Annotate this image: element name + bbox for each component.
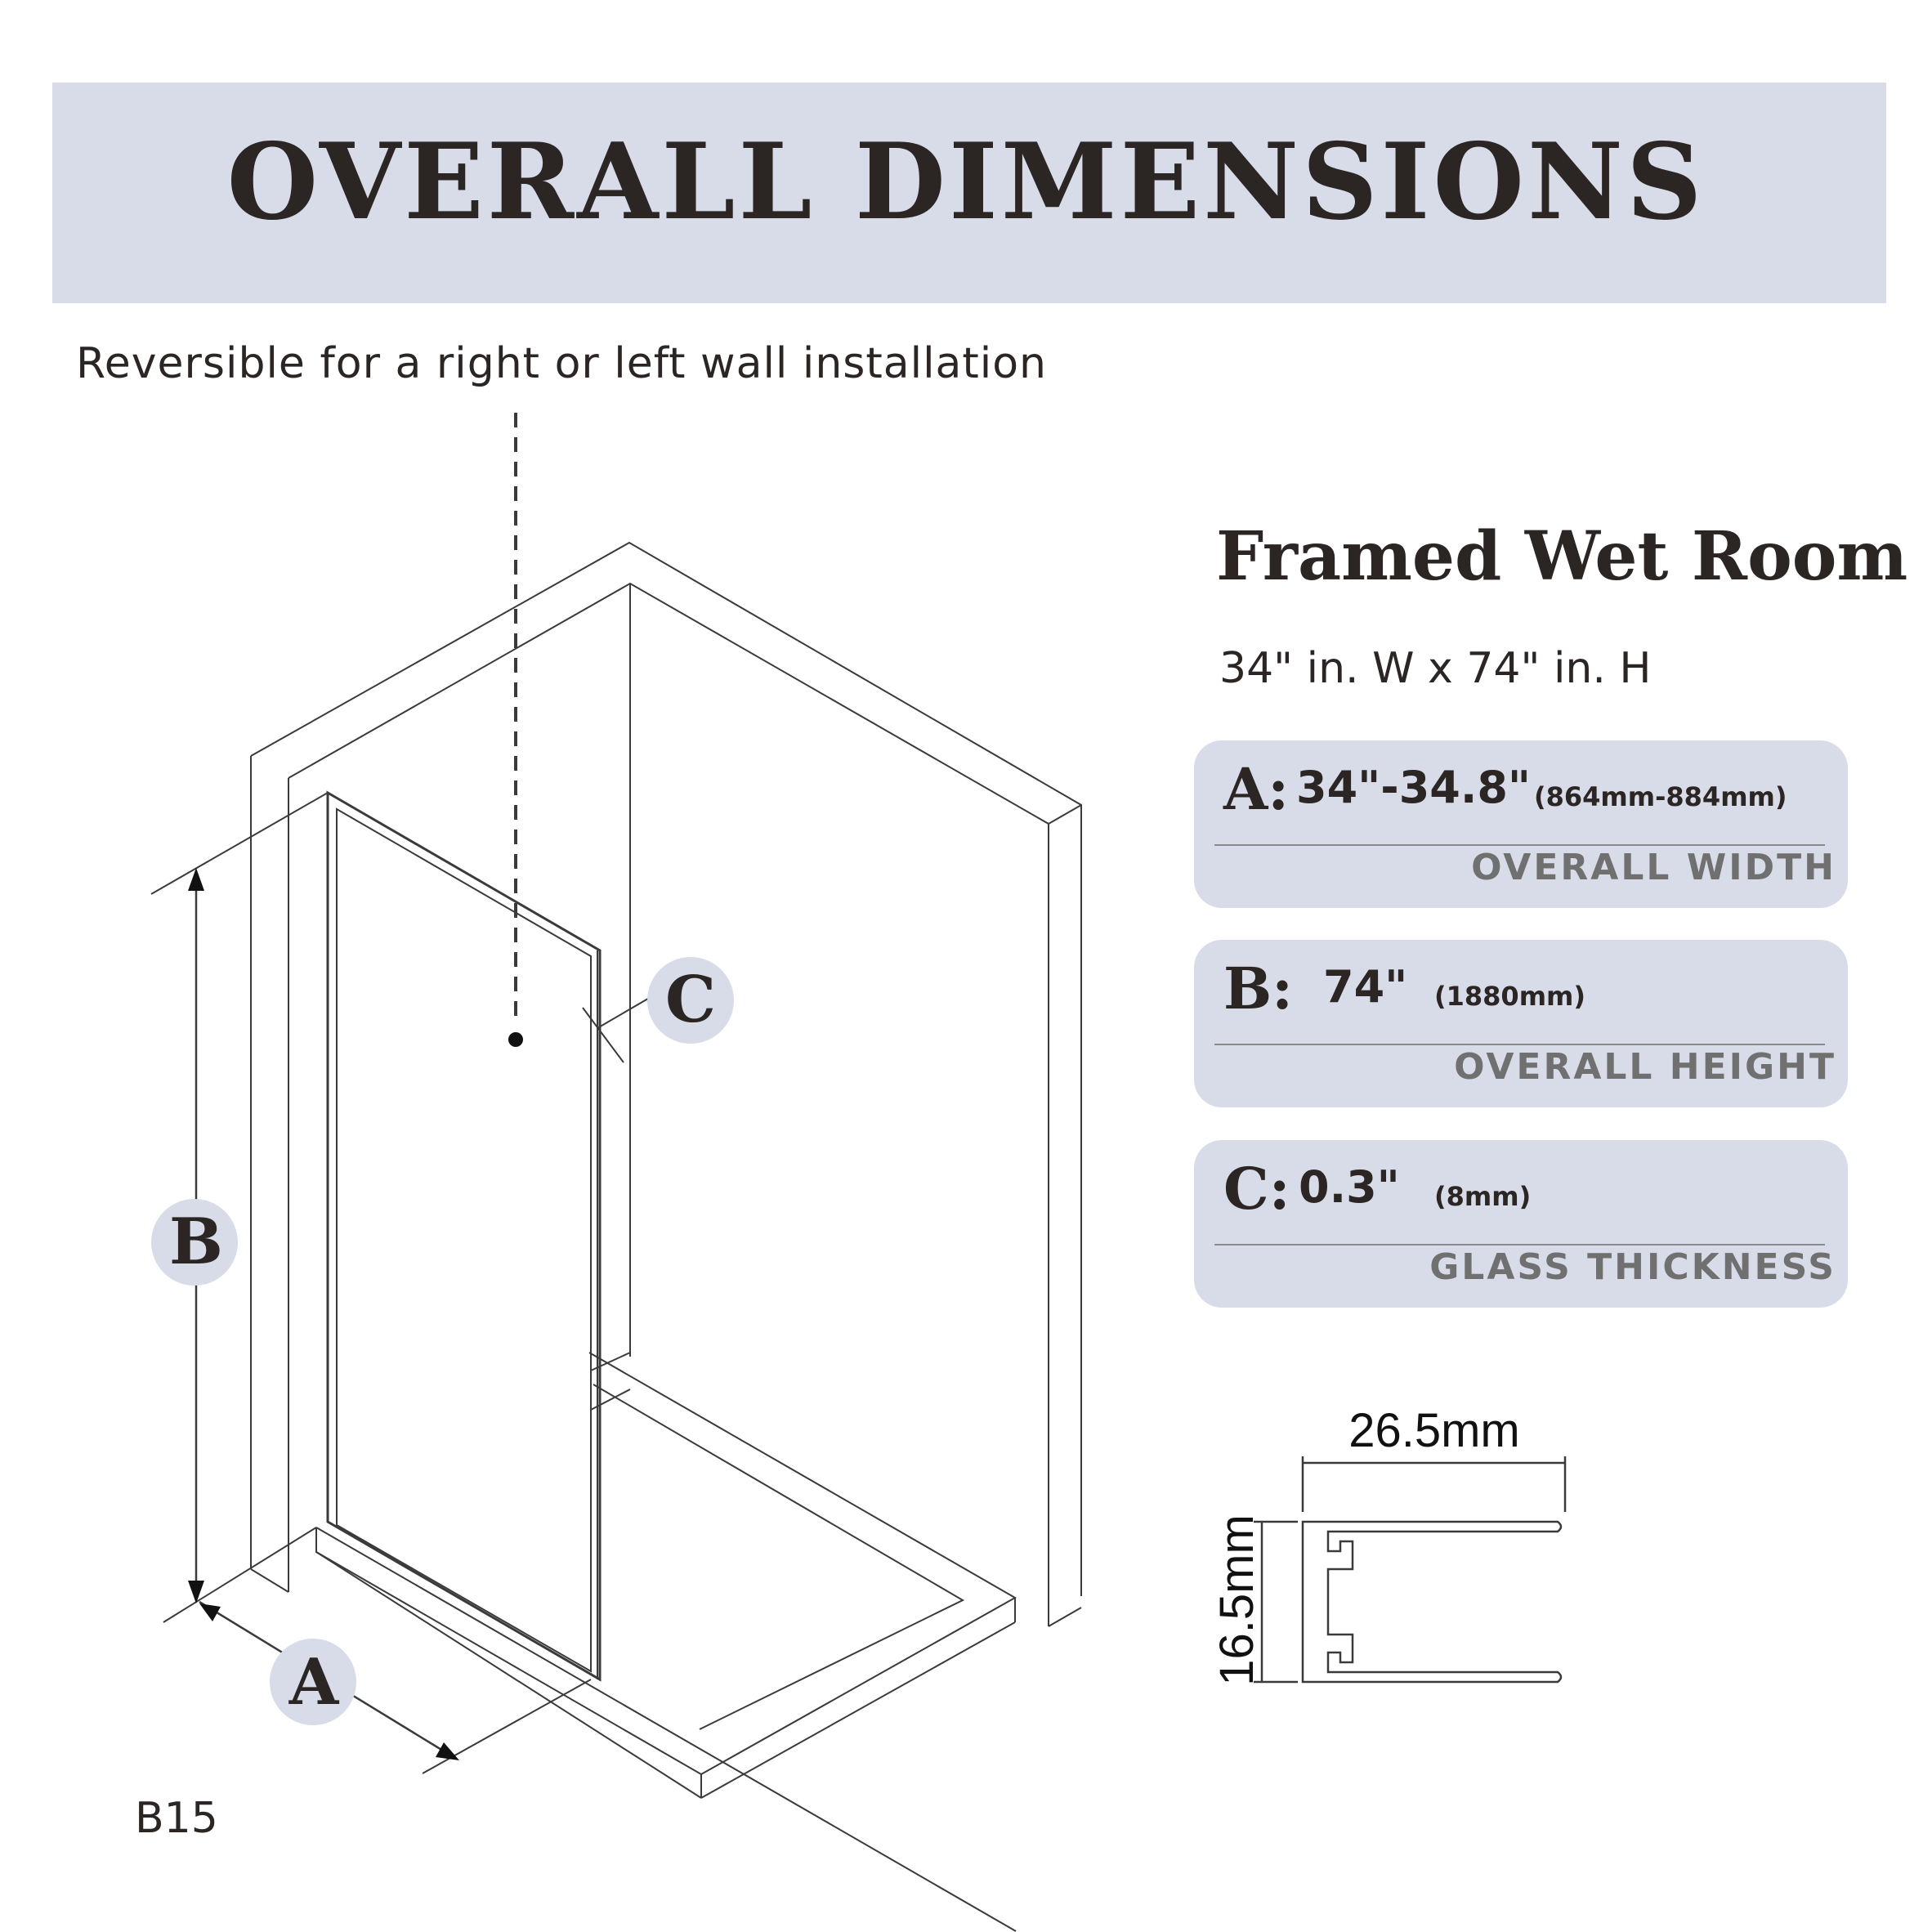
spec-value: 34"-34.8" [1296,762,1532,813]
tray-inner [593,1384,963,1729]
profile-width-label: 26.5mm [1348,1404,1520,1457]
spec-card-width [1194,740,1848,908]
tray-bottom-edge [316,1552,701,1798]
profile-section [1254,1456,1565,1682]
spec-divider [1214,1044,1825,1045]
glass-panel-inner [337,809,591,1671]
spec-label: OVERALL HEIGHT [1454,1046,1836,1088]
spec-card-height [1194,940,1848,1107]
page-title: OVERALL DIMENSIONS [226,121,1706,244]
tray-side-edge [701,1622,1015,1798]
wall-right-cap [1049,805,1081,824]
spec-value: 74" [1323,961,1408,1013]
spec-card-thickness [1194,1140,1848,1308]
spec-divider [1214,844,1825,846]
product-title: Framed Wet Room [1216,517,1908,596]
spec-divider [1214,1244,1825,1246]
spec-letter: A: [1223,755,1290,823]
model-number: B15 [135,1794,218,1843]
spec-letter: B: [1223,955,1294,1022]
wall-inner-edge [288,584,1049,1626]
badge-a [270,1639,356,1725]
wall-right-bottom [1049,1608,1081,1626]
tray-outline [316,1353,1015,1774]
installation-note: Reversible for a right or left wall installation [76,339,1047,388]
tray-top-edge [316,1527,1016,1931]
profile-outline [1303,1522,1561,1682]
spec-label: GLASS THICKNESS [1429,1246,1836,1288]
product-size: 34" in. W x 74" in. H [1219,644,1652,693]
spec-value: 0.3" [1299,1161,1400,1213]
svg-text:C: C [664,963,717,1037]
spec-metric: (1880mm) [1434,981,1585,1012]
svg-text:A: A [288,1645,339,1720]
svg-text:B: B [169,1205,223,1279]
wall-bottom-cap [251,1569,288,1592]
glass-panel-outer [328,793,600,1679]
profile-height-label: 16.5mm [1210,1514,1263,1686]
spec-metric: (864mm-884mm) [1534,781,1787,812]
spec-metric: (8mm) [1434,1181,1532,1212]
spec-letter: C: [1223,1155,1290,1223]
spec-label: OVERALL WIDTH [1471,847,1836,888]
badge-c [647,957,734,1044]
wall-outer-edge [251,543,1081,1596]
badge-b [151,1199,238,1286]
